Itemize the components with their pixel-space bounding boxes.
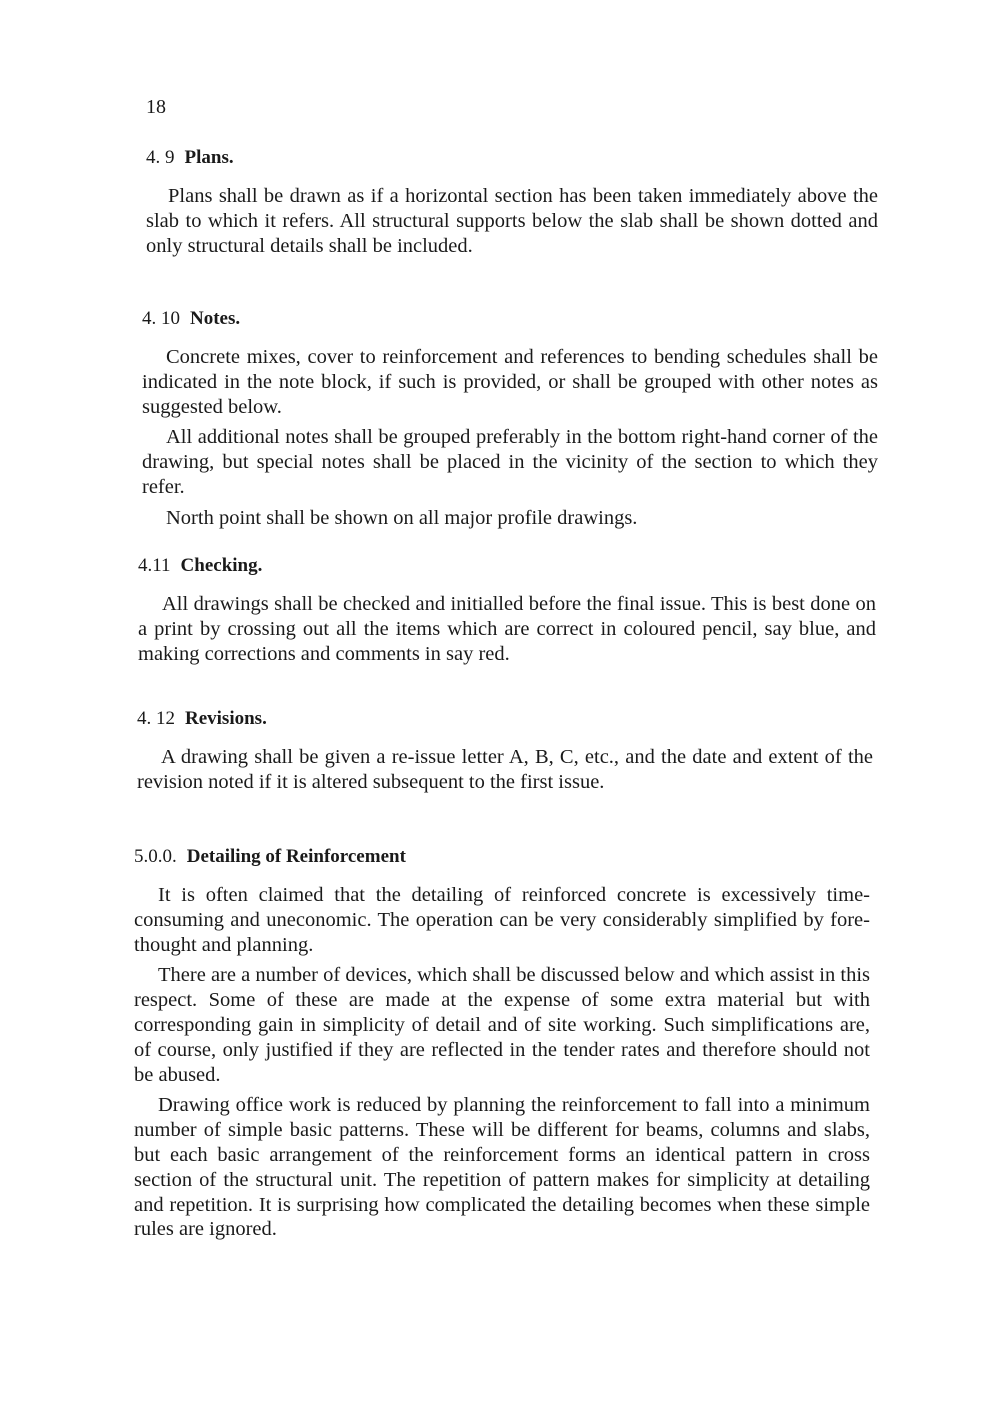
section-heading	[142, 307, 878, 331]
paragraph: There are a number of devices, which shall be discussed below and which assist in this respect. Some of these are made at the expense of some extra material but with corresponding gain in simplicity of detail and of site working. Such simplifications are, of course, only justified if they are reflected in the tender rates and therefore should not be abused.	[134, 964, 870, 1086]
section-revisions	[137, 707, 873, 795]
section-checking	[138, 554, 876, 666]
paragraph: It is often claimed that the detailing of reinforced concrete is excessively time-consuming and uneconomic. The operation can be very considerably simplified by fore-thought and planning.	[134, 884, 870, 956]
section-title: Revisions.	[185, 708, 267, 729]
section-detailing	[134, 845, 870, 1242]
section-title: Detailing of Reinforcement	[186, 846, 406, 867]
section-number: 4. 10	[142, 308, 180, 329]
section-number: 4.11	[138, 555, 171, 576]
section-title: Plans.	[184, 147, 234, 168]
section-heading	[134, 845, 870, 869]
section-plans	[146, 146, 878, 258]
section-heading	[146, 146, 878, 170]
paragraph: Drawing office work is reduced by planning the reinforcement to fall into a minimum number of simple basic patterns. These will be different for beams, columns and slabs, but each basic arrangement of the reinforcement forms an identical pattern in cross section of the structural unit. The repetition of pattern makes for simplicity at detailing and repetition. It is surprising how complicated the detailing becomes when these simple rules are ignored.	[134, 1094, 870, 1241]
section-number: 4. 9	[146, 147, 175, 168]
section-title: Notes.	[190, 308, 241, 329]
paragraph: All additional notes shall be grouped preferably in the bottom right-hand corner of the drawing, but special notes shall be placed in the vicinity of the section to which they refer.	[142, 426, 878, 498]
paragraph: All drawings shall be checked and initialled before the final issue. This is best done on a print by crossing out all the items which are correct in coloured pencil, say blue, and making corrections and comments in say red.	[138, 593, 876, 665]
section-notes	[142, 307, 878, 531]
section-number: 4. 12	[137, 708, 175, 729]
section-number: 5.0.0.	[134, 846, 177, 867]
section-title: Checking.	[180, 555, 263, 576]
section-heading	[138, 554, 876, 578]
paragraph: Plans shall be drawn as if a horizontal section has been taken immediately above the slab to which it refers. All structural supports below the slab shall be shown dotted and only structural details shall be included.	[146, 185, 878, 257]
page-number: 18	[146, 96, 166, 118]
paragraph: North point shall be shown on all major profile drawings.	[166, 506, 638, 529]
paragraph: A drawing shall be given a re-issue letter A, B, C, etc., and the date and extent of the revision noted if it is altered subsequent to the first issue.	[137, 746, 873, 793]
section-heading	[137, 707, 873, 731]
paragraph: Concrete mixes, cover to reinforcement and references to bending schedules shall be indicated in the note block, if such is provided, or shall be grouped with other notes as suggested below.	[142, 346, 878, 418]
